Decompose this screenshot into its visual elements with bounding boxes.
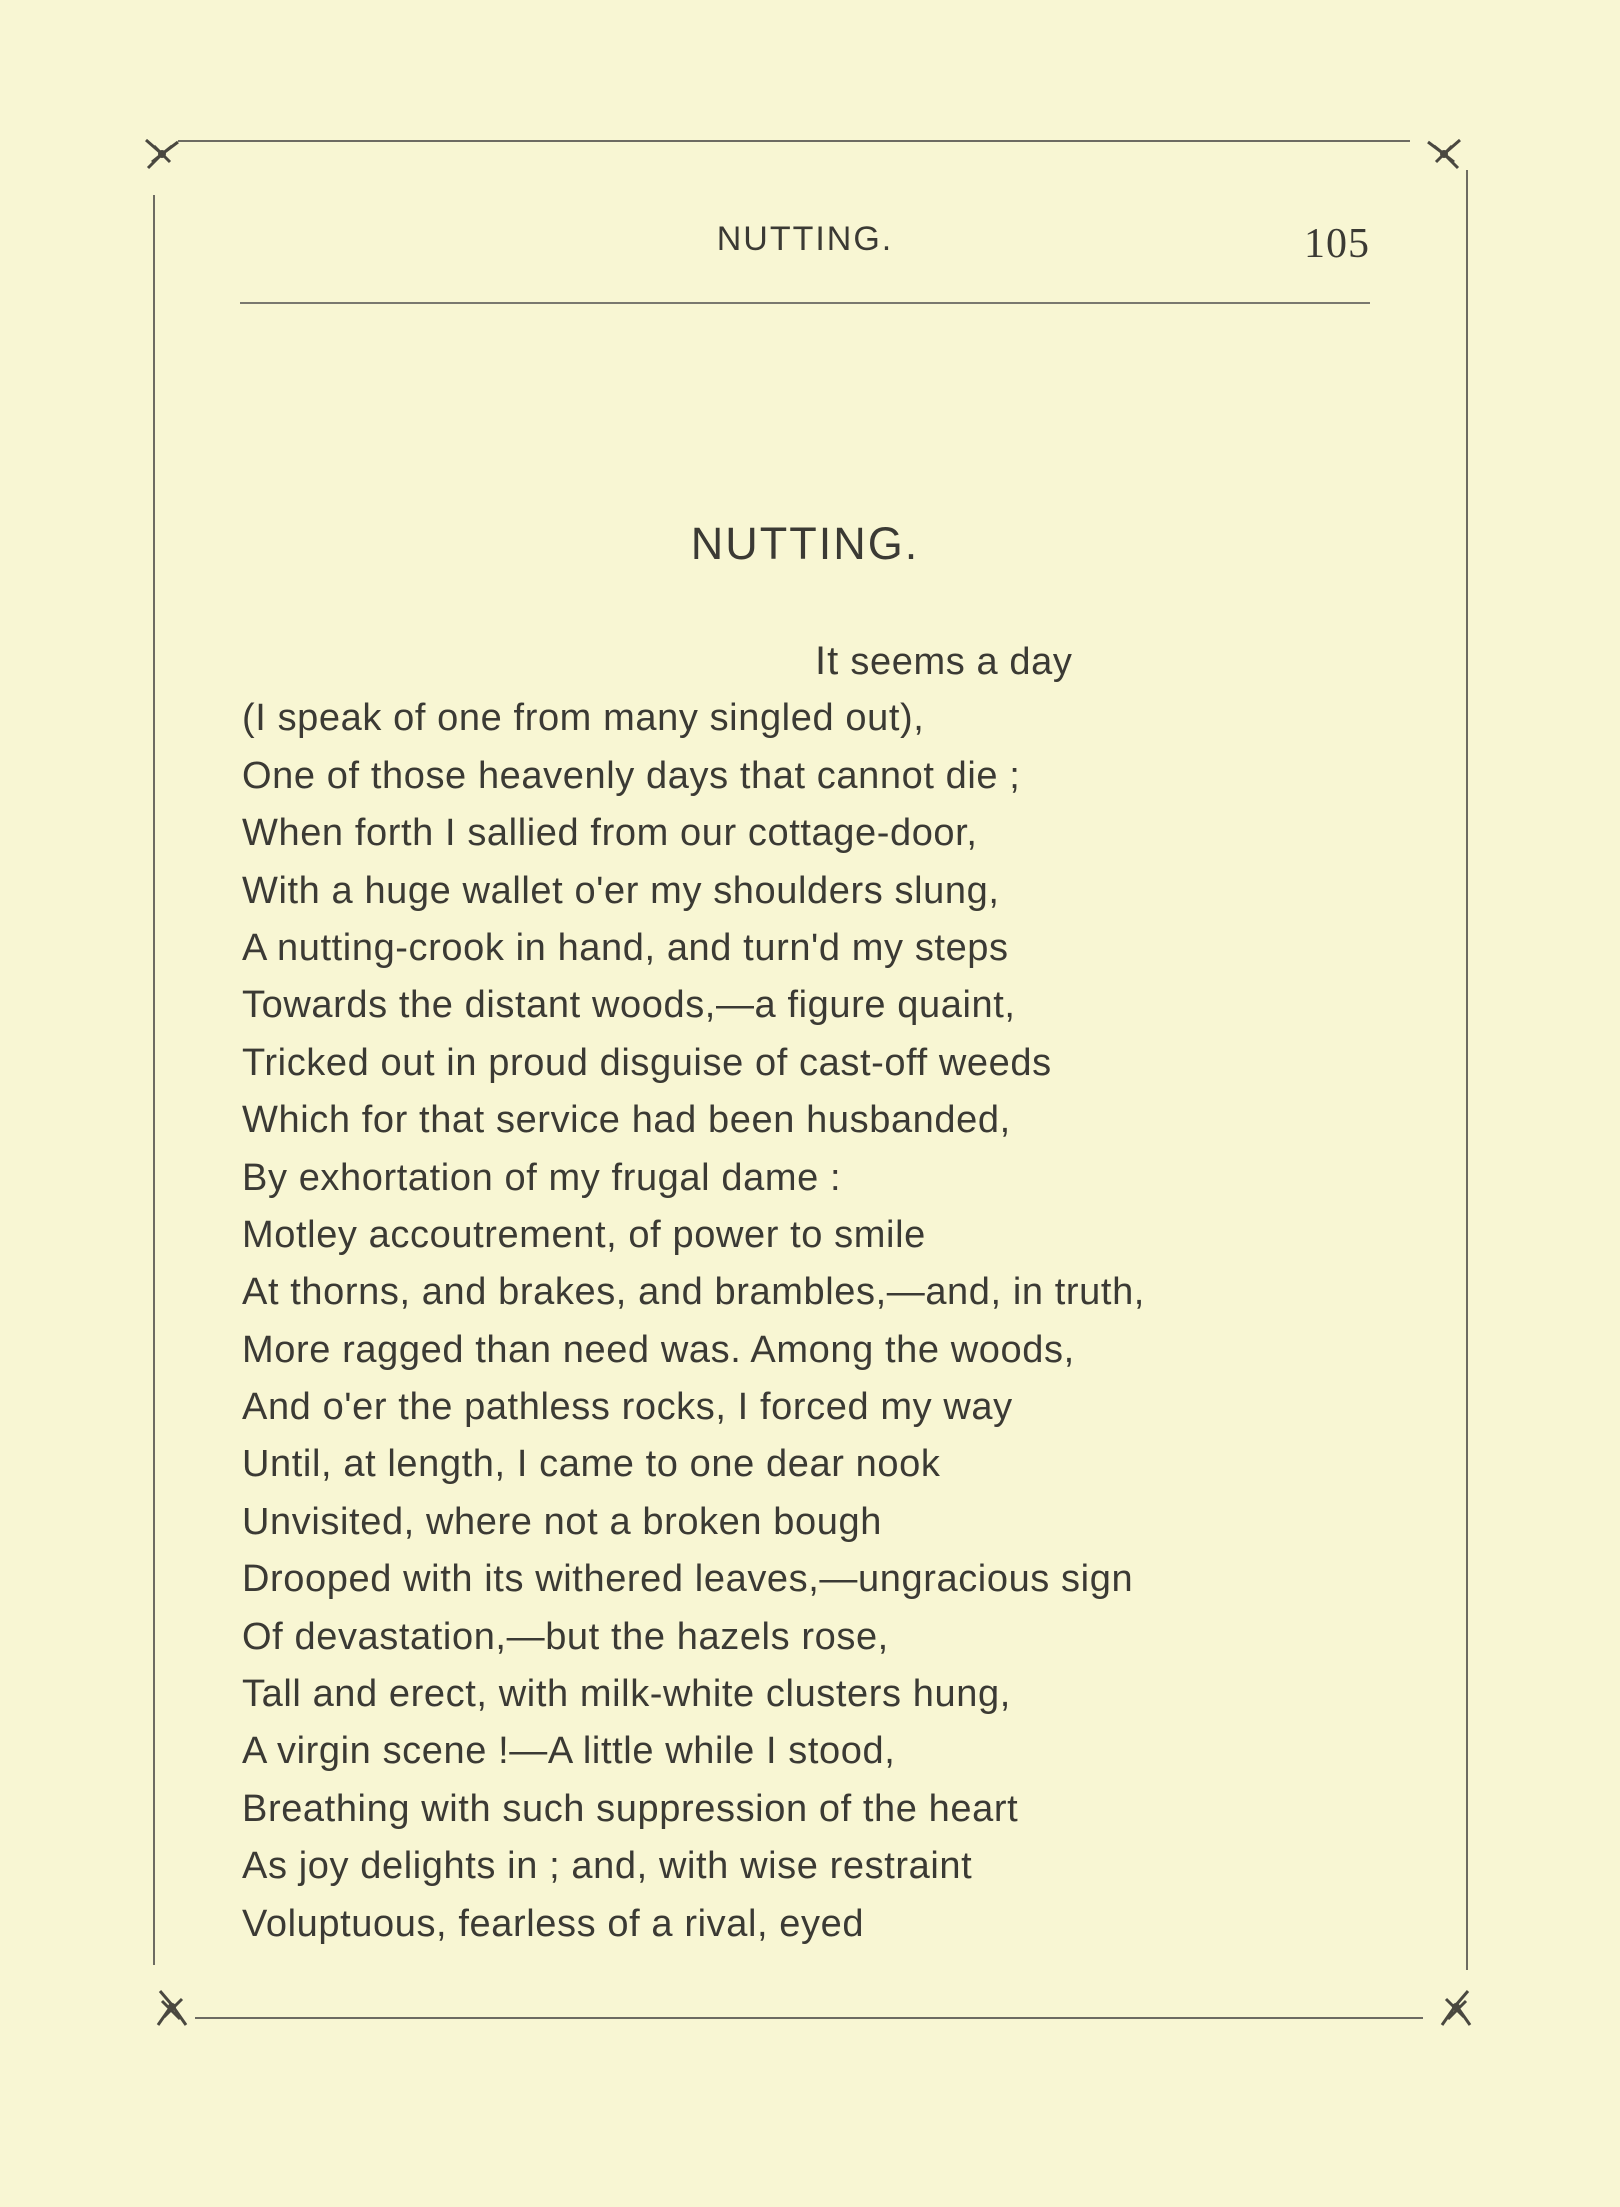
poem-line: More ragged than need was. Among the woods, [242,1328,1075,1371]
poem-first-line [242,633,1362,690]
poem-line: Until, at length, I came to one dear nook [242,1443,941,1486]
corner-ornament-top-right-icon [1420,132,1464,176]
poem-line: Drooped with its withered leaves,—ungracious sign [242,1558,1134,1601]
poem-line: Voluptuous, fearless of a rival, eyed [242,1902,865,1945]
poem-line: A virgin scene !—A little while I stood, [242,1730,896,1773]
poem-line: Tall and erect, with milk-white clusters hung, [242,1673,1011,1716]
page-number: 105 [1304,221,1370,267]
poem-line: Breathing with such suppression of the heart [242,1787,1019,1830]
poem-line: A nutting-crook in hand, and turn'd my steps [242,926,1009,969]
frame-bottom-rule [195,2017,1423,2019]
poem-line: Unvisited, where not a broken bough [242,1500,882,1543]
poem-line: Towards the distant woods,—a figure quaint, [242,984,1016,1027]
poem-line: When forth I sallied from our cottage-door, [242,812,978,855]
running-head-title: NUTTING. [716,220,894,258]
poem-line: At thorns, and brakes, and brambles,—and, in truth, [242,1271,1145,1314]
frame-left-rule [153,195,155,1965]
poem-line: (I speak of one from many singled out), [242,697,925,740]
poem-title: NUTTING. [690,518,920,569]
poem-line: Which for that service had been husbanded, [242,1099,1011,1142]
poem-first-line-rest: seems a day [839,641,1073,683]
corner-ornament-bottom-right-icon [1432,1985,1476,2029]
corner-ornament-top-left-icon [142,132,186,176]
poem-body [242,633,1362,1953]
poem-line: With a huge wallet o'er my shoulders slung, [242,869,1000,912]
frame-top-rule [178,140,1410,142]
running-head [240,220,1370,280]
poem-line: And o'er the pathless rocks, I forced my way [242,1386,1013,1429]
corner-ornament-bottom-left-icon [152,1985,196,2029]
poem-first-line-lead: It [815,639,840,683]
poem-line: As joy delights in ; and, with wise restraint [242,1845,973,1888]
frame-right-rule [1466,170,1468,1970]
poem-line: By exhortation of my frugal dame : [242,1156,842,1199]
poem-line: Motley accoutrement, of power to smile [242,1213,926,1256]
poem-line: Tricked out in proud disguise of cast-off weeds [242,1041,1052,1084]
poem-line: One of those heavenly days that cannot die ; [242,754,1021,797]
poem-line: Of devastation,—but the hazels rose, [242,1615,889,1658]
header-rule [240,302,1370,304]
